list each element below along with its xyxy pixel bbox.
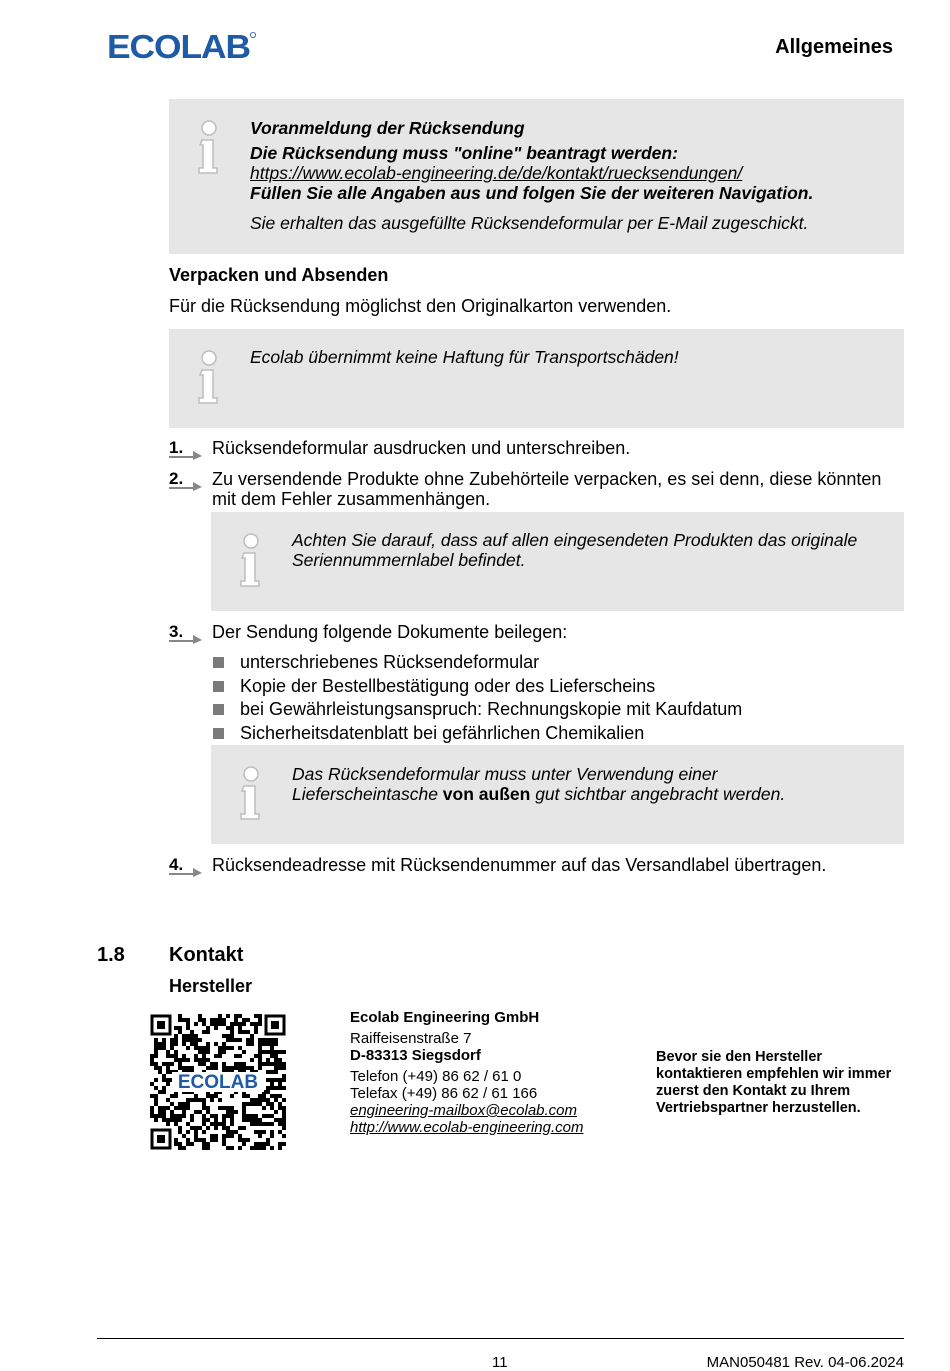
logo-text: ECOLAB [107, 30, 251, 62]
list-item: Sicherheitsdatenblatt bei gefährlichen Chemikalien [240, 723, 645, 743]
page-number: 11 [492, 1354, 508, 1371]
step-text: Zu versendende Produkte ohne Zubehörteile verpacken, es sei denn, diese könnten mit dem Fehler zusammenhängen. [212, 469, 882, 509]
list-item: unterschriebenes Rücksendeformular [240, 652, 540, 672]
step-number: 2. [169, 469, 207, 491]
step-text: Der Sendung folgende Dokumente beilegen: [212, 622, 568, 642]
qr-code [150, 1014, 286, 1150]
info-icon [235, 764, 267, 824]
step-number: 3. [169, 622, 207, 644]
serial-note-text: Achten Sie darauf, dass auf allen eingesendeten Produkten das originale Seriennummernlabel befindet. [292, 530, 858, 570]
packing-intro: Für die Rücksendung möglichst den Originalkarton verwenden. [169, 296, 672, 316]
info-icon [193, 348, 225, 408]
step-text: Rücksendeformular ausdrucken und unterschreiben. [212, 438, 631, 458]
info-icon [193, 118, 225, 178]
step-arrow-icon [169, 469, 207, 491]
step-number: 4. [169, 855, 207, 877]
manufacturer-address [350, 1009, 630, 1136]
envelope-note-part1: Das Rücksendeformular muss unter Verwendung einer Lieferscheintasche [292, 764, 718, 804]
list-item: bei Gewährleistungsanspruch: Rechnungskopie mit Kaufdatum [240, 699, 743, 719]
step-number: 1. [169, 438, 207, 460]
liability-note-text: Ecolab übernimmt keine Haftung für Transportschäden! [250, 347, 679, 367]
envelope-note-part2: gut sichtbar angebracht werden. [535, 784, 786, 804]
section-heading: Kontakt [169, 944, 244, 966]
list-item: Kopie der Bestellbestätigung oder des Lieferscheins [240, 676, 656, 696]
fax: Telefax (+49) 86 62 / 61 166 [350, 1085, 538, 1102]
note-title: Voranmeldung der Rücksendung [250, 118, 525, 138]
packing-heading: Verpacken und Absenden [169, 265, 389, 285]
step-arrow-icon [169, 855, 207, 877]
document-id: MAN050481 Rev. 04-06.2024 [706, 1354, 904, 1371]
step-arrow-icon [169, 438, 207, 460]
bullet-icon [213, 681, 224, 692]
section-title: Allgemeines [775, 36, 893, 58]
footer-divider [97, 1338, 904, 1339]
subsection-heading: Hersteller [169, 976, 253, 996]
note-email-line: Sie erhalten das ausgefüllte Rücksendeformular per E-Mail zugeschickt. [250, 213, 809, 233]
contact-hint: Bevor sie den Hersteller kontaktieren empfehlen wir immer zuerst den Kontakt zu Ihrem Vertriebspartner herzustellen. [656, 1049, 892, 1116]
step-arrow-icon [169, 622, 207, 644]
note-fill-line: Füllen Sie alle Angaben aus und folgen Sie der weiteren Navigation. [250, 183, 814, 203]
email-link[interactable]: engineering-mailbox@ecolab.com [350, 1102, 578, 1119]
city: D-83313 Siegsdorf [350, 1047, 481, 1064]
note-online-line: Die Rücksendung muss "online" beantragt werden: [250, 143, 678, 163]
return-url-link[interactable]: https://www.ecolab-engineering.de/de/kontakt/ruecksendungen/ [250, 163, 743, 183]
bullet-icon [213, 728, 224, 739]
step-text: Rücksendeadresse mit Rücksendenummer auf das Versandlabel übertragen. [212, 855, 827, 875]
website-link[interactable]: http://www.ecolab-engineering.com [350, 1119, 584, 1136]
company-name: Ecolab Engineering GmbH [350, 1009, 540, 1026]
ecolab-logo [107, 30, 257, 62]
qr-logo-text: ECOLAB [177, 1072, 259, 1093]
phone: Telefon (+49) 86 62 / 61 0 [350, 1068, 522, 1085]
info-note-liability [169, 329, 904, 428]
street: Raiffeisenstraße 7 [350, 1030, 472, 1047]
envelope-note-emphasis: von außen [442, 784, 531, 804]
bullet-icon [213, 657, 224, 668]
envelope-note-text [292, 764, 832, 804]
info-icon [235, 531, 267, 591]
section-number: 1.8 [97, 944, 125, 966]
bullet-icon [213, 704, 224, 715]
